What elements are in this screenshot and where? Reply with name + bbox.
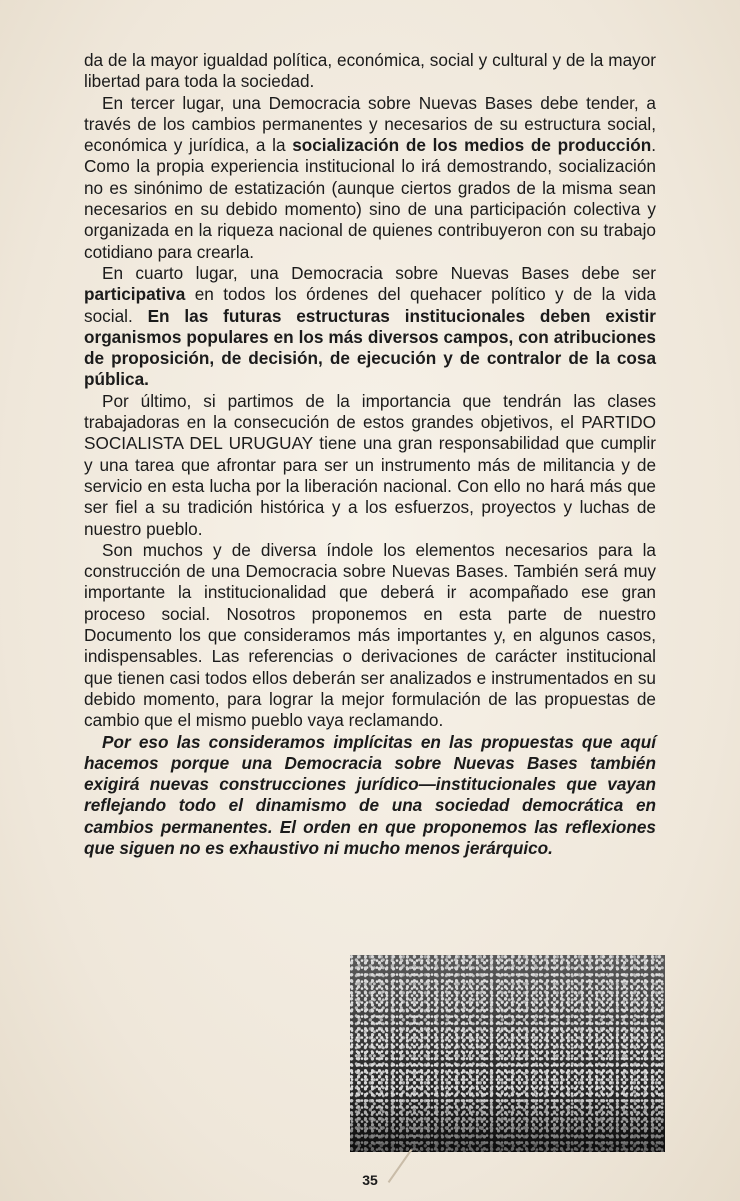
text-run: Por último, si partimos de la importancia que tendrán las clases trabajadoras en la consecución de estos grandes objetivos, el PARTIDO SOCIALISTA DEL URUGUAY tiene una gran responsabilidad que cumplir y una tarea que afrontar para ser un instrumento más de militancia y de servicio en esta lucha por la liberación nacional. Con ello no hará más que ser fiel a su tradición histórica y a los esfuerzos, proyectos y luchas de nuestro pueblo. xyxy=(84,390,656,539)
crowd-photo xyxy=(350,955,665,1152)
text-run: En cuarto lugar, una Democracia sobre Nuevas Bases debe ser xyxy=(102,262,656,283)
text-run: En tercer lugar, una Democracia sobre Nuevas Bases debe tender, a través de los cambios permanentes y necesarios de su estructura social, económica y jurídica, a la xyxy=(84,92,656,156)
page-number: 35 xyxy=(362,1172,378,1188)
bold-phrase: En las futuras estructuras institucionales deben existir organismos populares en los más diversos campos, con atribuciones de proposición, de decisión, de ejecución y de contralor de la cosa pública. xyxy=(84,305,656,390)
body-text xyxy=(84,50,656,859)
text-run: Son muchos y de diversa índole los elementos necesarios para la construcción de una Democracia sobre Nuevas Bases. También será muy importante la institucionalidad que deberá ir acompañado ese gran proceso social. Nosotros proponemos en esta parte de nuestro Documento los que consideramos más importantes y, en algunos casos, indispensables. Las referencias o derivaciones de carácter institucional que tienen casi todos ellos deberán ser analizados e instrumentados en su debido momento, para lograr la mejor formulación de las propuestas de cambio que el mismo pueblo vaya reclamando. xyxy=(84,539,656,731)
text-run: en todos los órdenes del quehacer político y de la vida social. xyxy=(84,284,656,326)
bold-phrase: socialización de los medios de producción xyxy=(292,135,652,156)
photo-shadow xyxy=(350,1092,665,1152)
bold-phrase: participativa xyxy=(84,284,186,305)
paragraph xyxy=(84,391,656,540)
paragraph xyxy=(84,93,656,263)
text-run: . Como la propia experiencia institucional lo irá demostrando, socialización no es sinónimo de estatización (aunque ciertos grados de la misma sean necesarios en su debido momento) sino de una participación colectiva y organizada en la riqueza nacional de quienes contribuyeron con su trabajo cotidiano para crearla. xyxy=(84,135,656,262)
paragraph xyxy=(84,50,656,93)
paragraph xyxy=(84,263,656,391)
text-run: da de la mayor igualdad política, económica, social y cultural y de la mayor libertad para toda la sociedad. xyxy=(84,50,656,92)
closing-paragraph: Por eso las consideramos implícitas en las propuestas que aquí hacemos porque una Democracia sobre Nuevas Bases también exigirá nuevas construcciones jurídico—institucionales que vayan reflejando todo el dinamismo de una sociedad democrática en cambios permanentes. El orden en que proponemos las reflexiones que siguen no es exhaustivo ni mucho menos jerárquico. xyxy=(84,731,656,858)
paragraph xyxy=(84,540,656,732)
